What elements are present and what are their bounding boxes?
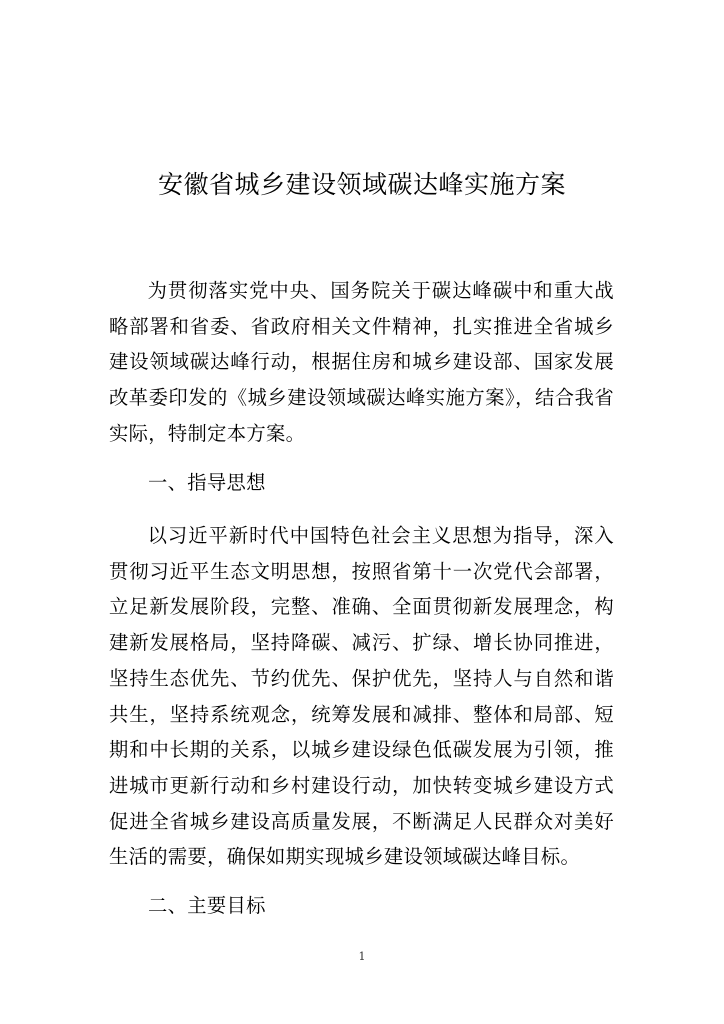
document-title: 安徽省城乡建设领域碳达峰实施方案 <box>157 170 566 199</box>
guiding-ideology-paragraph: 以习近平新时代中国特色社会主义思想为指导，深入贯彻习近平生态文明思想，按照省第十一次党代会部署，立足新发展阶段，完整、准确、全面贯彻新发展理念，构建新发展格局，坚持降碳、减污、扩绿、增长协同推进，坚持生态优先、节约优先、保护优先，坚持人与自然和谐共生，坚持系统观念，统筹发展和减排、整体和局部、短期和中长期的关系，以城乡建设绿色低碳发展为引领，推进城市更新行动和乡村建设行动，加快转变城乡建设方式促进全省城乡建设高质量发展，不断满足人民群众对美好生活的需要，确保如期实现城乡建设领域碳达峰目标。 <box>109 524 614 869</box>
page-number: 1 <box>358 950 366 963</box>
intro-paragraph: 为贯彻落实党中央、国务院关于碳达峰碳中和重大战略部署和省委、省政府相关文件精神，扎实推进全省城乡建设领域碳达峰行动，根据住房和城乡建设部、国家发展改革委印发的《城乡建设领域碳达峰实施方案》，结合我省实际，特制定本方案。 <box>109 279 614 445</box>
section-heading-main-goals: 二、主要目标 <box>148 894 266 917</box>
section-heading-guiding-ideology: 一、指导思想 <box>148 471 266 494</box>
